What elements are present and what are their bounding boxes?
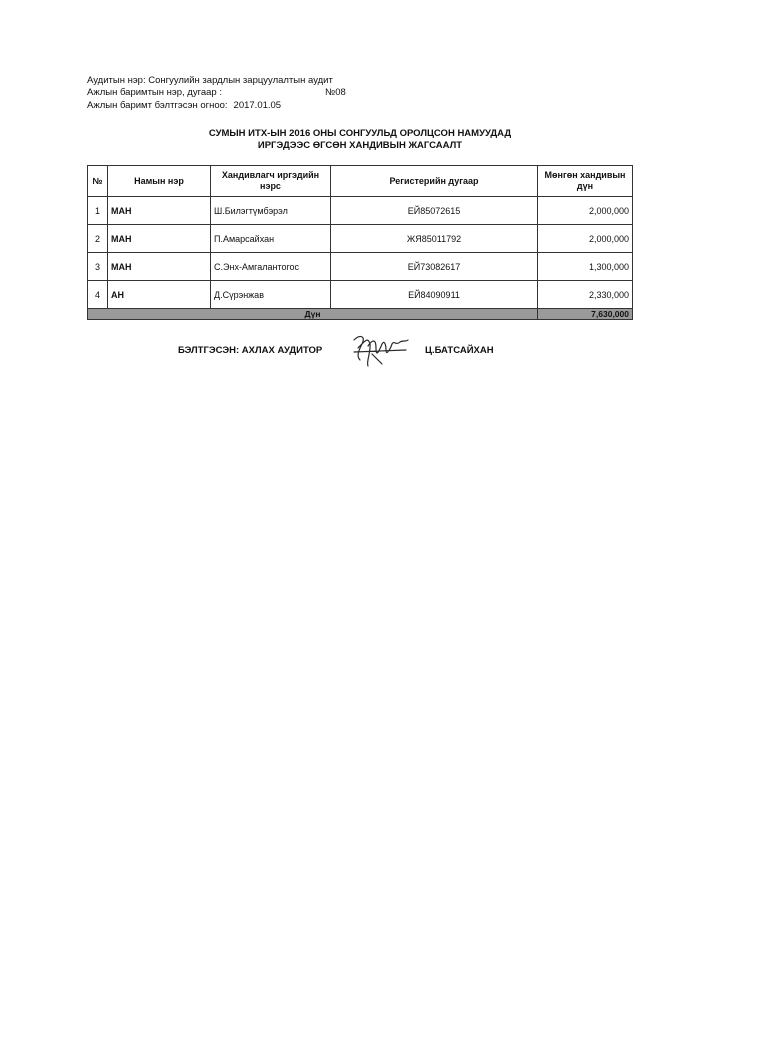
row-amount: 2,000,000 xyxy=(538,225,633,253)
doc-number: №08 xyxy=(325,87,346,98)
total-row xyxy=(88,309,633,320)
header-donor-line2: нэрс xyxy=(260,181,281,191)
table-row xyxy=(88,197,633,225)
row-party: АН xyxy=(108,281,211,309)
row-donor: Ш.Билэгтүмбэрэл xyxy=(211,197,331,225)
total-amount: 7,630,000 xyxy=(538,309,633,320)
document-title-line2: ИРГЭДЭЭС ӨГСӨН ХАНДИВЫН ЖАГСААЛТ xyxy=(257,140,463,151)
prepared-by-name: Ц.БАТСАЙХАН xyxy=(425,345,494,356)
row-no: 1 xyxy=(88,197,108,225)
header-amount xyxy=(538,166,633,197)
row-register: ЕЙ84090911 xyxy=(331,281,538,309)
prepared-by-role: БЭЛТГЭСЭН: АХЛАХ АУДИТОР xyxy=(178,345,323,356)
header-party: Намын нэр xyxy=(108,166,211,197)
donation-table xyxy=(87,165,633,320)
total-label: Дүн xyxy=(88,309,538,320)
document-title-line1: СУМЫН ИТХ-ЫН 2016 ОНЫ СОНГУУЛЬД ОРОЛЦСОН НАМУУДАД xyxy=(208,128,512,139)
signature-image xyxy=(348,330,410,370)
header-donor-line1: Хандивлагч иргэдийн xyxy=(221,170,320,180)
row-party: МАН xyxy=(108,225,211,253)
date-label: Ажлын баримт бэлтгэсэн огноо: xyxy=(87,100,228,111)
row-party: МАН xyxy=(108,253,211,281)
table-row xyxy=(88,281,633,309)
row-register: ЕЙ85072615 xyxy=(331,197,538,225)
header-register: Регистерийн дугаар xyxy=(331,166,538,197)
row-donor: Д.Сүрэнжав xyxy=(211,281,331,309)
prepared-date xyxy=(87,100,281,112)
row-register: ЕЙ73082617 xyxy=(331,253,538,281)
header-amount-line2: дүн xyxy=(576,181,594,191)
table-header-row xyxy=(88,166,633,197)
table-row xyxy=(88,253,633,281)
row-no: 4 xyxy=(88,281,108,309)
row-amount: 2,000,000 xyxy=(538,197,633,225)
row-no: 2 xyxy=(88,225,108,253)
row-amount: 1,300,000 xyxy=(538,253,633,281)
row-party: МАН xyxy=(108,197,211,225)
header-donor xyxy=(211,166,331,197)
date-value: 2017.01.05 xyxy=(233,100,282,111)
audit-name: Аудитын нэр: Сонгуулийн зардлын зарцуулалтын аудит xyxy=(87,75,333,86)
table-row xyxy=(88,225,633,253)
header-amount-line1: Мөнгөн хандивын xyxy=(544,170,626,180)
row-register: ЖЯ85011792 xyxy=(331,225,538,253)
row-donor: С.Энх-Амгалантогос xyxy=(211,253,331,281)
header-no: № xyxy=(88,166,108,197)
doc-name-label: Ажлын баримтын нэр, дугаар : xyxy=(87,87,222,98)
row-donor: П.Амарсайхан xyxy=(211,225,331,253)
row-amount: 2,330,000 xyxy=(538,281,633,309)
row-no: 3 xyxy=(88,253,108,281)
